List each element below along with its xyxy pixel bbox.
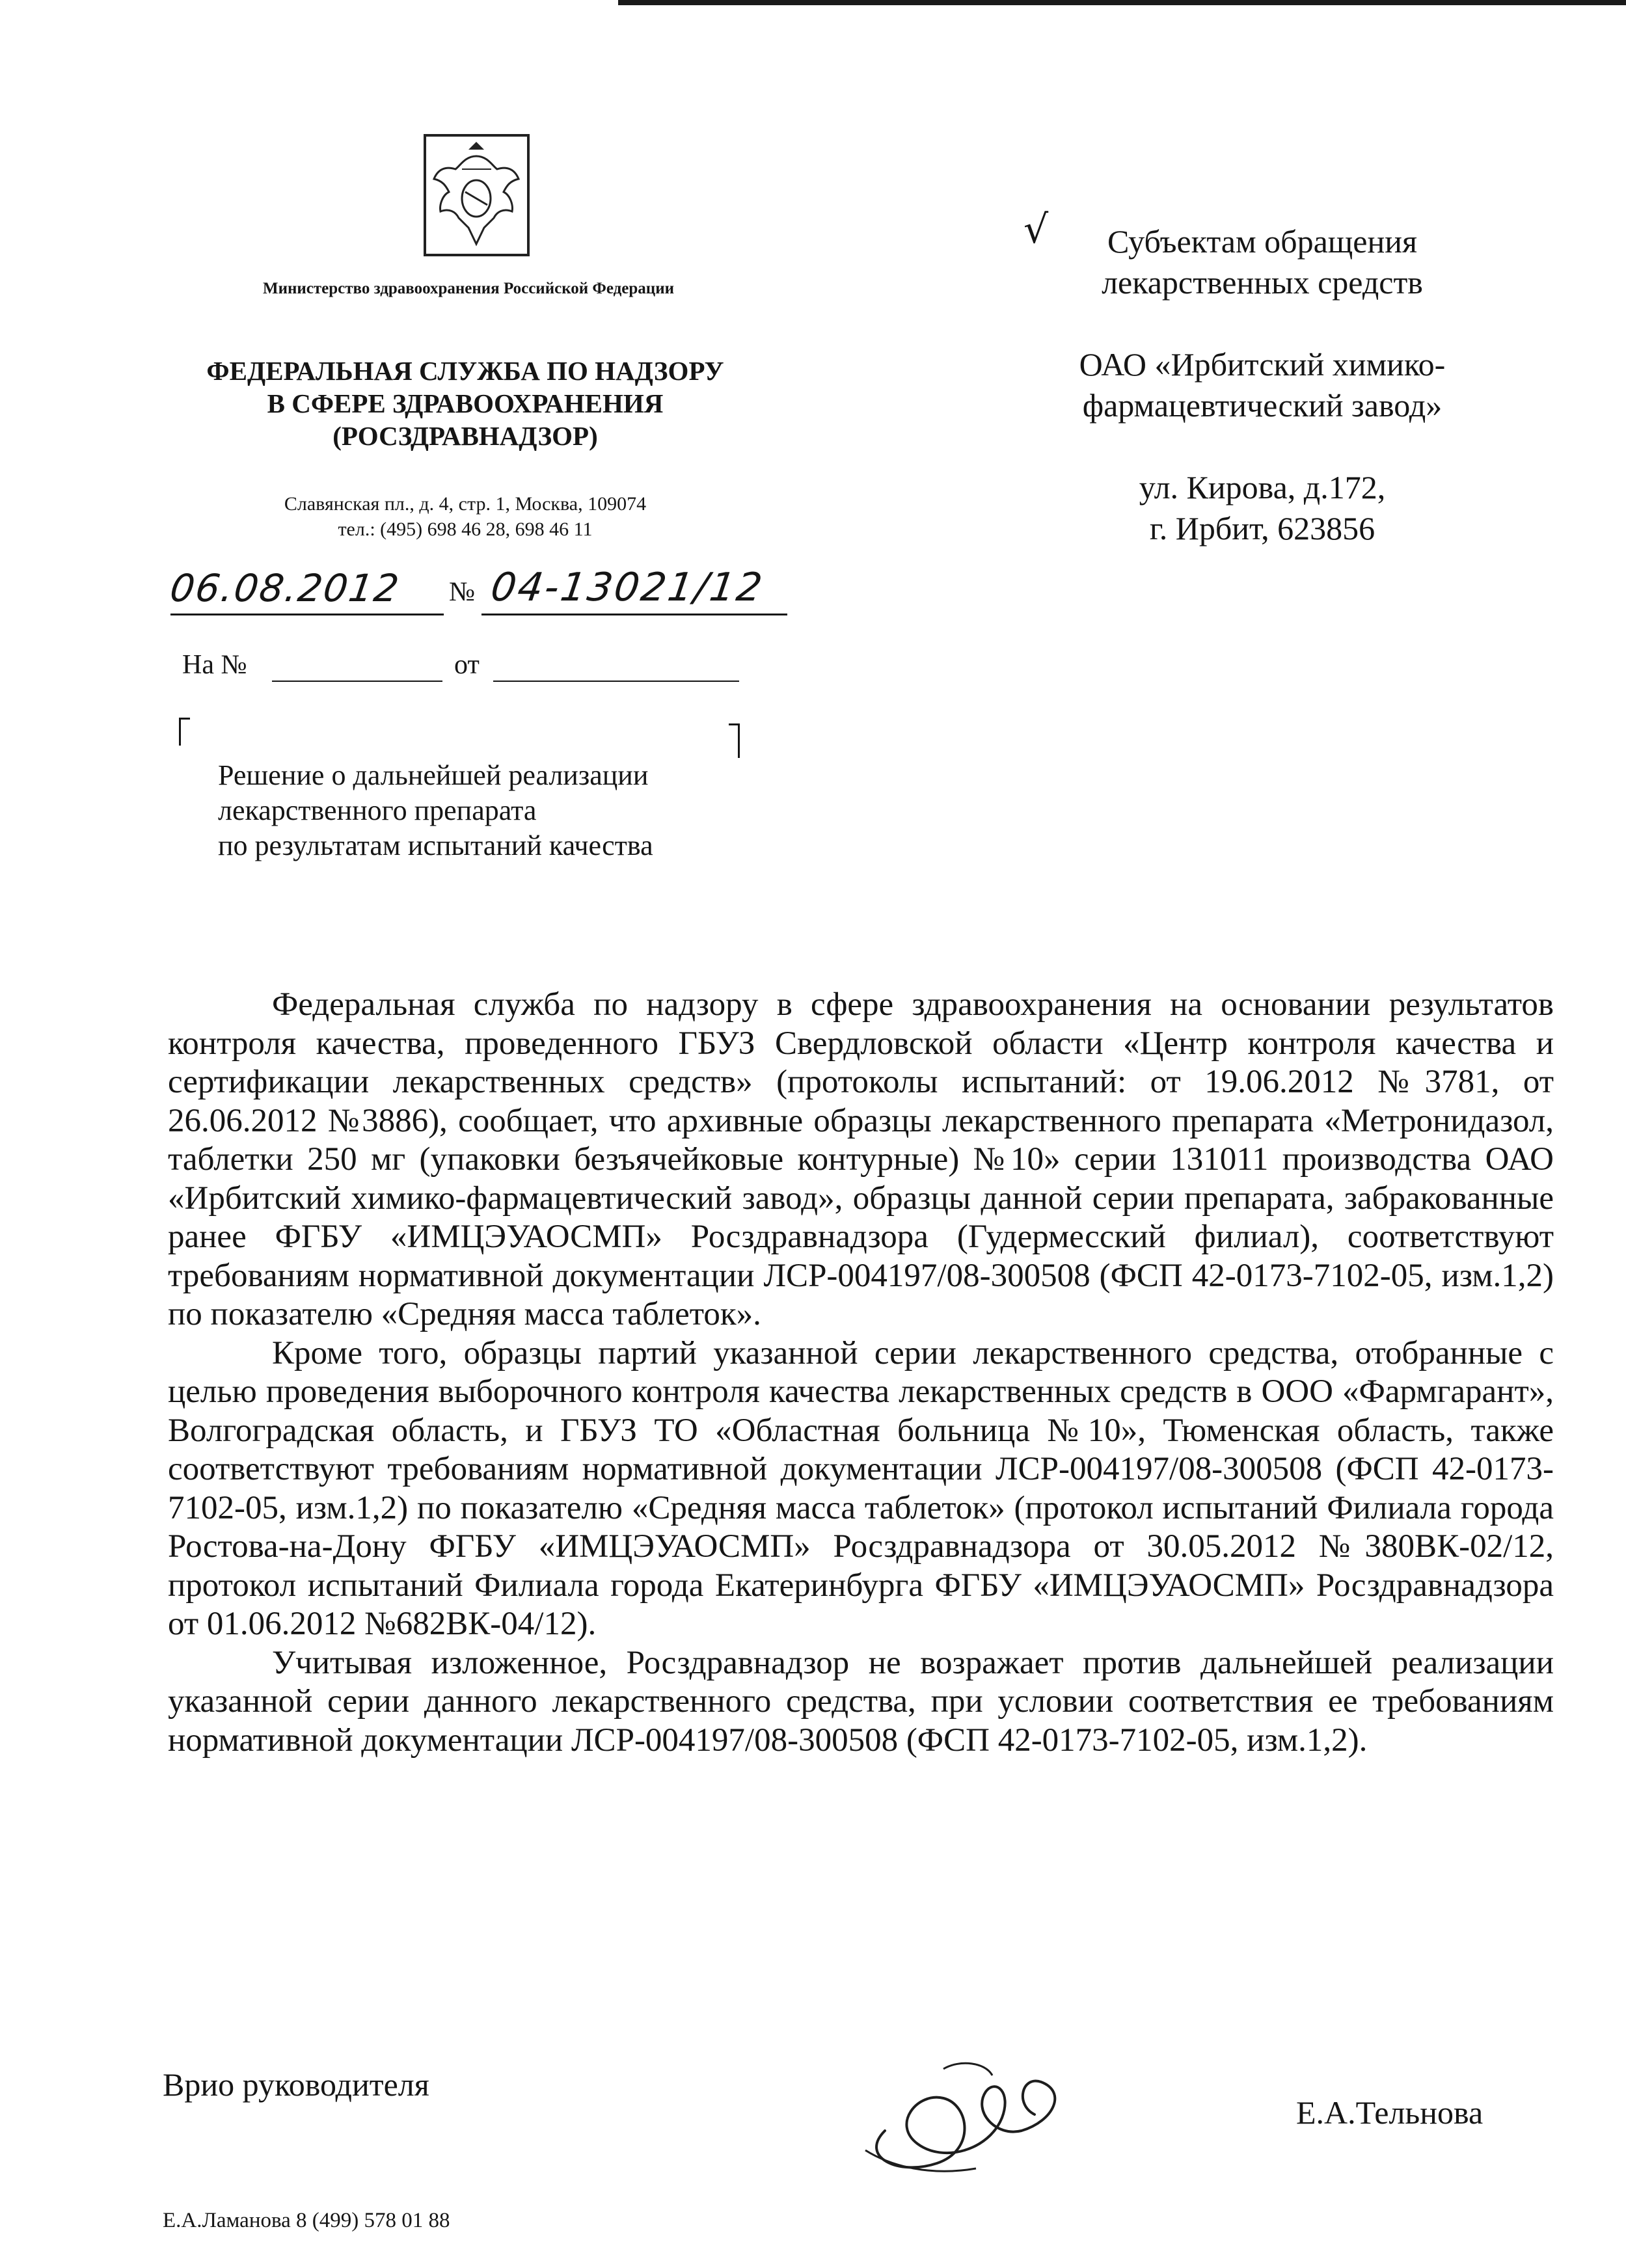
subject-line-2: лекарственного препарата [218,794,537,826]
coat-of-arms-emblem [420,130,534,260]
recipient-block [1002,221,1523,549]
body-paragraph-1: Федеральная служба по надзору в сфере здравоохранения на основании результатов контроля качества, проведенного ГБУЗ Свердловской области «Центр контроля качества и сертификации лекарственных средств» (протоколы испытаний: от 19.06.2012 №3781, от 26.06.2012 №3886), сообщает, что архивные образцы лекарственного препарата «Метронидазол, таблетки 250 мг (упаковки безъячейковые контурные) №10» серии 131011 производства ОАО «Ирбитский химико-фармацевтический завод», образцы данной серии препарата, забракованные ранее ФГБУ «ИМЦЭУАОСМП» Росздравнадзора (Гудермесский филиал), соответствуют требованиям нормативной документации ЛСР-004197/08-300508 (ФСП 42-0173-7102-05, изм.1,2) по показателю «Средняя масса таблеток». [168,986,1554,1332]
subject-bracket-right [729,723,740,758]
body-paragraph-2: Кроме того, образцы партий указанной серии лекарственного средства, отобранные с целью проведения выборочного контроля качества лекарственных средств в ООО «Фармгарант», Волгоградская область, и ГБУЗ ТО «Областная больница №10», Тюменская область, также соответствуют требованиям нормативной документации ЛСР-004197/08-300508 (ФСП 42-0173-7102-05, изм.1,2) по показателю «Средняя масса таблеток» (протокол испытаний Филиала города Ростова-на-Дону ФГБУ «ИМЦЭУАОСМП» Росздравнадзора от 30.05.2012 №380ВК-02/12, протокол испытаний Филиала города Екатеринбурга ФГБУ «ИМЦЭУАОСМП» Росздравнадзора от 01.06.2012 №682ВК-04/12). [168,1334,1554,1642]
ministry-name: Министерство здравоохранения Российской Федерации [262,280,675,297]
address-line-1: Славянская пл., д. 4, стр. 1, Москва, 109074 [284,493,647,515]
service-name [150,355,781,452]
subject-line-3: по результатам испытаний качества [218,830,653,861]
reg-number-underline [481,614,787,615]
service-line-2: В СФЕРЕ ЗДРАВООХРАНЕНИЯ [267,388,664,418]
subject [218,758,778,863]
registration-date: 06.08.2012 [167,566,403,610]
registration-number: 04-13021/12 [488,565,767,610]
recipient-spacer-2 [1002,426,1523,467]
body-paragraph-3: Учитывая изложенное, Росздравнадзор не возражает против дальнейшей реализации указанной серии данного лекарственного средства, при условии соответствия ее требованиям нормативной документации ЛСР-004197/08-300508 (ФСП 42-0173-7102-05, изм.1,2). [168,1644,1554,1759]
reg-date-underline [170,614,444,615]
signatory-name: Е.А.Тельнова [1296,2094,1484,2131]
recipient-line-2: лекарственных средств [1102,264,1423,301]
recipient-line-1: Субъектам обращения [1107,223,1417,260]
address-line-2: тел.: (495) 698 46 28, 698 46 11 [338,519,593,540]
reply-date-blank [493,681,739,682]
service-line-1: ФЕДЕРАЛЬНАЯ СЛУЖБА ПО НАДЗОРУ [206,356,724,386]
service-address [195,491,735,542]
recipient-line-8: г. Ирбит, 623856 [1149,510,1375,547]
reply-number-blank [272,681,442,682]
reply-to-label: На № [182,650,247,680]
check-mark: √ [1023,207,1049,252]
recipient-spacer-1 [1002,303,1523,344]
executor-contact: Е.А.Ламанова 8 (499) 578 01 88 [163,2209,450,2232]
signatory-title: Врио руководителя [163,2066,429,2103]
top-edge-line [618,0,1626,5]
letter-body [168,986,1554,1760]
recipient-line-5: фармацевтический завод» [1082,387,1443,424]
service-line-3: (РОСЗДРАВНАДЗОР) [332,421,598,451]
recipient-line-4: ОАО «Ирбитский химико- [1079,346,1446,383]
subject-bracket-left [179,718,190,746]
subject-line-1: Решение о дальнейшей реализации [218,759,649,791]
registration-number-label: № [449,577,476,607]
recipient-line-7: ул. Кирова, д.172, [1139,469,1386,506]
handwritten-signature [846,2053,1080,2183]
reply-from-label: от [454,650,480,680]
